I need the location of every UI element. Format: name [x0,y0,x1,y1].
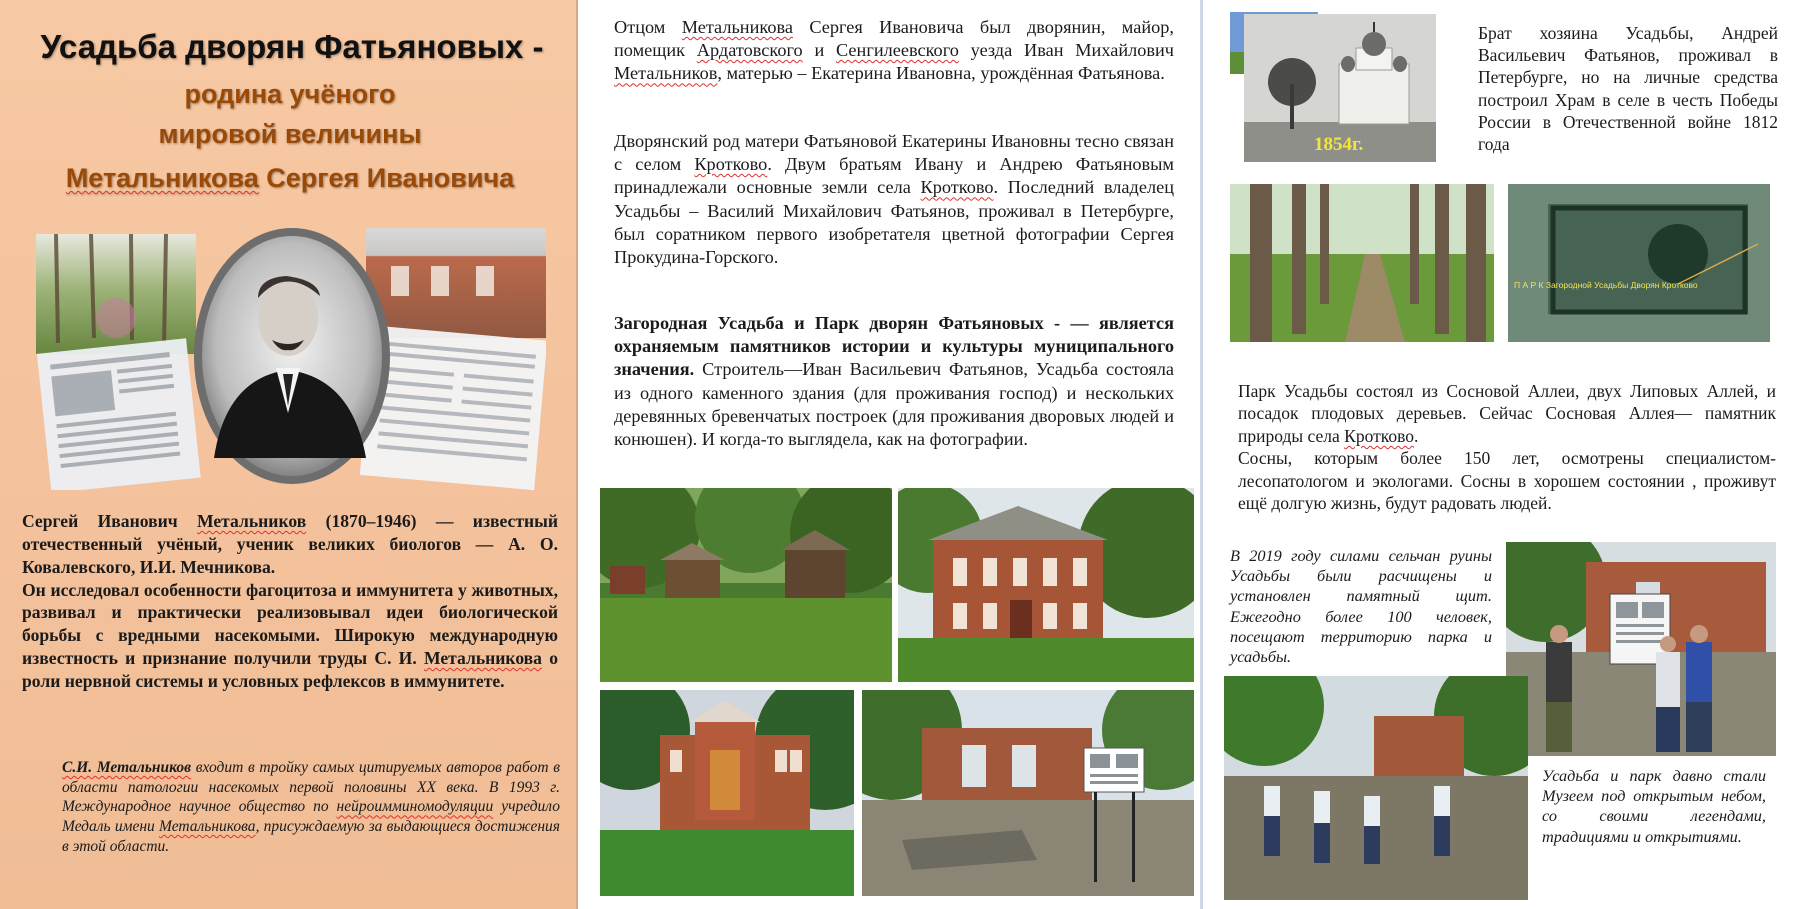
subtitle-line-2: мировой величины [158,119,422,149]
park-satellite-map [1508,184,1770,342]
left-panel [0,0,578,909]
manor-front-photo [600,690,854,896]
middle-panel [582,0,1203,909]
portrait-collage [36,228,546,490]
sign-install-photo [1506,542,1776,756]
park-paragraph: Парк Усадьбы состоял из Сосновой Аллеи, двух Липовых Аллей, и посадок плодовых деревьев. Сейчас Сосновая Аллея— памятник природы села Кротково. Сосны, которым более 150 лет, осмотрены специалистом-лесопатологом и экологами. Сосны в хорошем состоянии , проживут ещё долгую жизнь, будут радовать людей. [1238,381,1776,513]
biography-text: Сергей Иванович Метальников (1870–1946) — известный отечественный учёный, ученик великих биологов — А. О. Ковалевского, И.И. Мечникова. Он исследовал особенности фагоцитоза и иммунитета у животных, развивал и практически реализовывал идеи биологической борьбы с вредными насекомыми. Широкую международную известность и признание получили труды С. И. Метальникова о роли нервной системы и условных рефлексов в иммунитете. [22,511,558,692]
ruins-photo [862,690,1194,896]
church-paragraph: Брат хозяина Усадьбы, Андрей Васильевич Фатьянов, проживал в Петербурге, но на личные средства построил Храм в селе в честь Победы России в Отечественной войне 1812 года [1478,23,1778,155]
subtitle-line-3: Метальникова Сергея Ивановича [65,163,515,193]
medal-note: С.И. Метальников входит в тройку самых цитируемых авторов работ в области патологии насекомых первой половины XX века. В 1993 г. Международное научное общество по нейроимминомодуляции учредило Медаль имени Метальникова, присуждаемую за выдающиеся достижения в этой области. [62,759,560,855]
lineage-paragraph: Дворянский род матери Фатьяновой Екатерины Ивановны тесно связан с селом Кротково. Двум братьям Ивану и Андрею Фатьяновым принадлежали основные земли села Кротково. Последний владелец Усадьбы – Василий Михайлович Фатьянов, проживал в Петербурге, был соратником первого изобретателя цветной фотографии Сергея Прокудина-Горского. [614,131,1174,268]
pine-alley-photo [1230,184,1494,342]
museum-paragraph: Усадьба и парк давно стали Музеем под открытым небом, со своими легендами, традициями и открытиями. [1542,766,1766,846]
wooden-houses-photo [600,488,892,682]
subtitle-line-1: родина учёного [184,79,396,109]
monument-paragraph: Загородная Усадьба и Парк дворян Фатьяновых - — является охраняемым памятников истории и культуры муниципального значения. Строитель—Иван Васильевич Фатьянов, Усадьба состояла из одного каменного здания (для проживания господ) и нескольких деревянных бревенчатых построек (для проживания дворовых людей и конюшен). И когда-то выглядела, как на фотографии. [614,313,1174,450]
family-paragraph: Отцом Метальникова Сергея Ивановича был дворянин, майор, помещик Ардатовского и Сенгилеевского уезда Иван Михайлович Метальников, матерью – Екатерина Ивановна, урождённая Фатьянова. [614,17,1174,84]
main-title: Усадьба дворян Фатьяновых - [40,28,544,65]
right-panel [1206,0,1793,909]
volunteers-cleanup-photo [1224,676,1528,900]
brick-manor-photo [898,488,1194,682]
map-label: П А Р К Загородной Усадьбы Дворян Кротково [1514,280,1698,290]
cleanup-paragraph: В 2019 году силами сельчан руины Усадьбы были расчищены и установлен памятный щит. Ежегодно более 100 человек, посещают территорию парка и усадьбы. [1230,546,1492,667]
photo-year-caption: 1854г. [1314,134,1364,155]
collage-image [36,228,546,490]
